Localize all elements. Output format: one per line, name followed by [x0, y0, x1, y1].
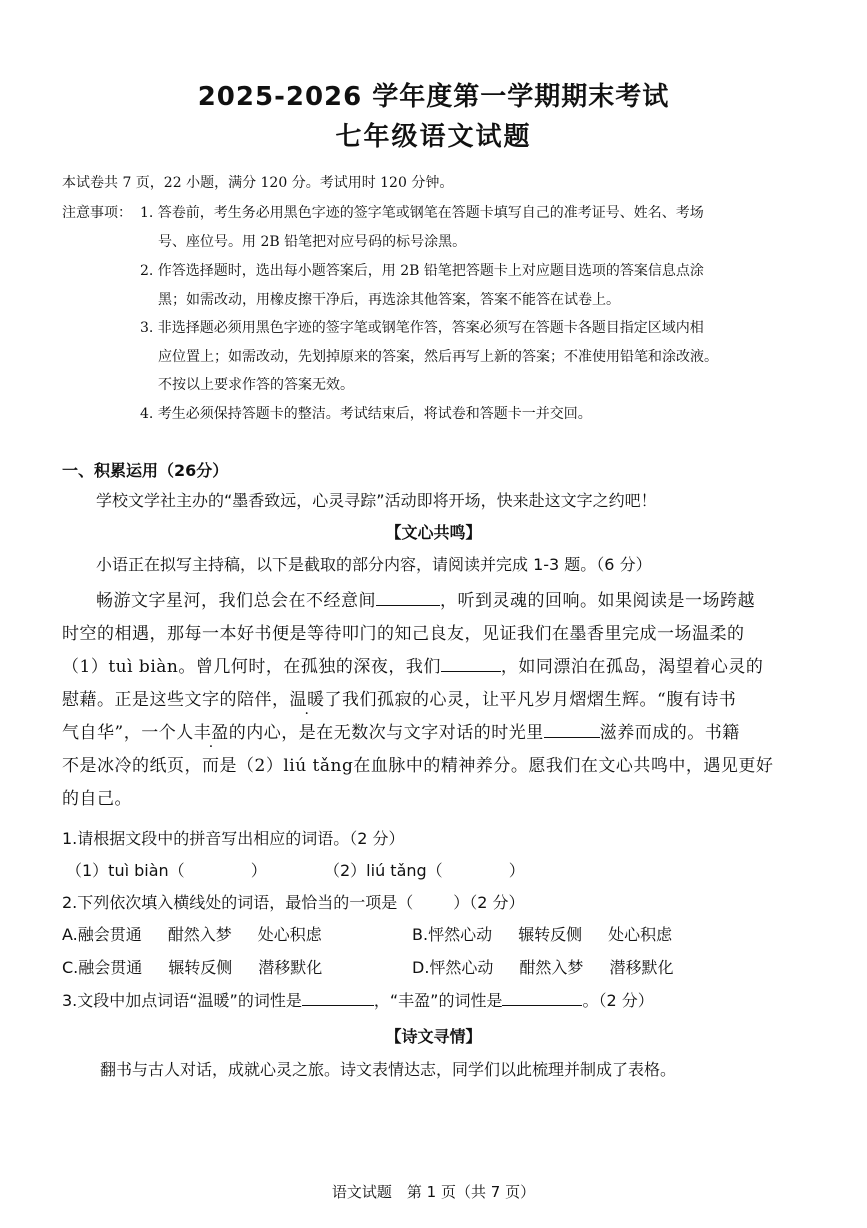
option-word: 辗转反侧: [168, 958, 233, 977]
dotted-word: 温暖: [289, 690, 325, 710]
dotted-word: 丰盈: [193, 723, 229, 743]
passage-text: ，听到灵魂的回响。如果阅读是一场跨越: [440, 591, 755, 611]
option-key: D.: [412, 958, 430, 977]
option-c[interactable]: [62, 955, 322, 978]
q1-item-1-label: （1）tuì biàn（: [66, 861, 185, 880]
passage-text: 时空的相遇，那每一本好书便是等待叩门的知己良友，见证我们在墨香里完成一场温柔的: [62, 624, 745, 644]
option-word: 融会贯通: [78, 958, 143, 977]
answer-blank[interactable]: [441, 654, 501, 672]
note-line: 不按以上要求作答的答案无效。: [158, 377, 354, 393]
passage-text: （1）tuì biàn。曾几何时，在孤独的深夜，我们: [62, 657, 441, 677]
passage-text: 不是冰冷的纸页，而是（2）liú tǎng在血脉中的精神养分。愿我们在文心共鸣中，遇见更好: [62, 756, 774, 776]
page-footer: 语文试题 第 1 页（共 7 页）: [331, 1183, 536, 1201]
passage-text: 慰藉。正是这些文字的陪伴，: [62, 690, 290, 710]
passage-line: [96, 586, 755, 611]
option-key: C.: [62, 958, 79, 977]
option-word: 处心积虑: [257, 925, 322, 944]
notes-label: 注意事项：: [62, 205, 132, 221]
option-word: 辗转反侧: [518, 925, 583, 944]
q1-item-1-close: ）: [250, 861, 267, 880]
note-line: 号、座位号。用 2B 铅笔把对应号码的标号涂黑。: [158, 234, 467, 250]
subsection-heading: 【诗文寻情】: [385, 1027, 482, 1046]
passage-text: 的内心，是在无数次与文字对话的时光里: [228, 723, 544, 743]
question-3-text: 3.文段中加点词语“温暖”的词性是: [62, 991, 302, 1010]
task-instruction: 小语正在拟写主持稿，以下是截取的部分内容，请阅读并完成 1-3 题。（6 分）: [96, 555, 652, 574]
q1-item-2-label: （2）liú tǎng（: [324, 861, 443, 880]
question-1: 1.请根据文段中的拼音写出相应的词语。（2 分）: [62, 829, 405, 848]
passage-text: 滋养而成的。书籍: [599, 723, 740, 743]
question-3-points: 。（2 分）: [582, 991, 654, 1010]
passage-line: [62, 718, 740, 743]
option-word: 潜移默化: [258, 958, 323, 977]
exam-title: 2025-2026 学年度第一学期期末考试: [197, 82, 670, 112]
option-b[interactable]: [412, 922, 672, 945]
note-line: 黑；如需改动，用橡皮擦干净后，再选涂其他答案，答案不能答在试卷上。: [158, 292, 620, 308]
note-line: 2. 作答选择题时，选出每小题答案后，用 2B 铅笔把答题卡上对应题目选项的答案信息点涂: [140, 263, 704, 279]
option-word: 处心积虑: [608, 925, 673, 944]
subsection-heading: 【文心共鸣】: [385, 523, 482, 542]
question-2-text: 2.下列依次填入横线处的词语，最恰当的一项是（: [62, 893, 414, 912]
answer-blank[interactable]: [376, 588, 440, 606]
note-line: 3. 非选择题必须用黑色字迹的签字笔或钢笔作答，答案必须写在答题卡各题目指定区域内相: [140, 320, 704, 336]
passage-line: [62, 619, 745, 644]
exam-intro: 本试卷共 7 页，22 小题，满分 120 分。考试用时 120 分钟。: [62, 175, 454, 191]
passage-text: 的自己。: [62, 789, 132, 809]
option-key: B.: [412, 925, 429, 944]
passage-text: 了我们孤寂的心灵，让平凡岁月熠熠生辉。“腹有诗书: [324, 690, 737, 710]
question-2-points: ）（2 分）: [453, 893, 525, 912]
passage-line: [62, 685, 736, 710]
q1-item-2: [324, 858, 525, 881]
option-word: 酣然入梦: [519, 958, 584, 977]
passage-line: [62, 751, 773, 776]
option-key: A.: [62, 925, 78, 944]
question-3-text: ，“丰盈”的词性是: [373, 991, 503, 1010]
section-heading: 一、积累运用（26分）: [62, 461, 229, 480]
option-a[interactable]: [62, 922, 322, 945]
note-line: 应位置上；如需改动，先划掉原来的答案，然后再写上新的答案；不准使用铅笔和涂改液。: [158, 349, 718, 365]
option-word: 怦然心动: [429, 958, 494, 977]
note-line: 1. 答卷前，考生务必用黑色字迹的签字笔或钢笔在答题卡填写自己的准考证号、姓名、考场: [140, 205, 704, 221]
answer-blank[interactable]: [502, 989, 582, 1006]
note-line: 4. 考生必须保持答题卡的整洁。考试结束后，将试卷和答题卡一并交回。: [140, 406, 592, 422]
option-word: 融会贯通: [77, 925, 142, 944]
section-lead: 翻书与古人对话，成就心灵之旅。诗文表情达志，同学们以此梳理并制成了表格。: [100, 1060, 677, 1079]
q1-item-2-close: ）: [508, 861, 525, 880]
question-3: [62, 988, 654, 1011]
passage-line: [62, 652, 763, 677]
option-word: 潜移默化: [609, 958, 674, 977]
answer-blank[interactable]: [544, 720, 600, 738]
section-lead: 学校文学社主办的“墨香致远，心灵寻踪”活动即将开场，快来赴这文字之约吧！: [96, 491, 657, 510]
passage-text: 畅游文字星河，我们总会在不经意间: [96, 591, 376, 611]
q1-item-1: [66, 858, 267, 881]
passage-line: [62, 784, 132, 809]
option-word: 酣然入梦: [167, 925, 232, 944]
passage-text: 气自华”，一个人: [62, 723, 194, 743]
option-word: 怦然心动: [428, 925, 493, 944]
exam-subtitle: 七年级语文试题: [335, 122, 532, 152]
answer-blank[interactable]: [302, 989, 374, 1006]
passage-text: ，如同漂泊在孤岛，渴望着心灵的: [500, 657, 764, 677]
question-2: [62, 890, 525, 913]
option-d[interactable]: [412, 955, 673, 978]
